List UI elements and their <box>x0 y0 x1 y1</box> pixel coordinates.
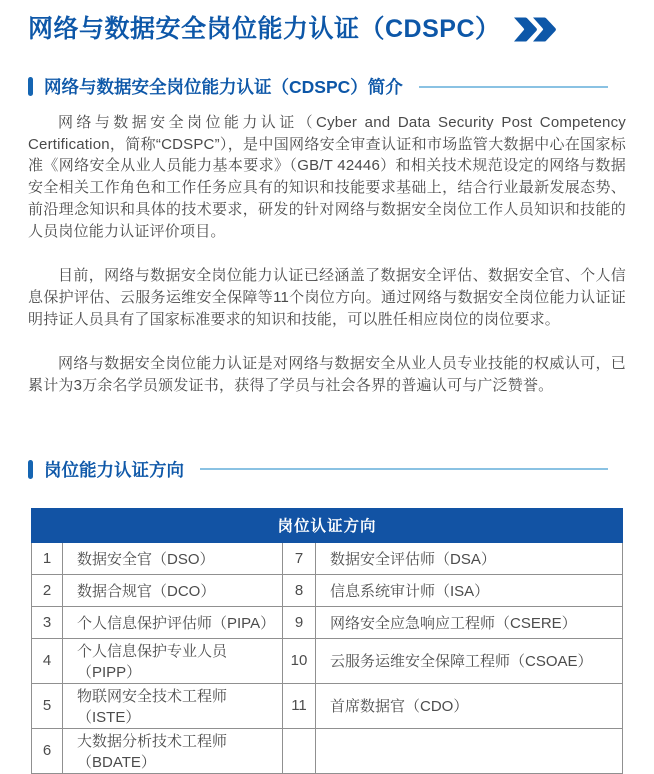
table-row <box>32 638 623 683</box>
intro-paragraph-3: 网络与数据安全岗位能力认证是对网络与数据安全从业人员专业技能的权威认可，已累计为3万余名学员颁发证书，获得了学员与社会各界的普遍认可与广泛赞誉。 <box>28 355 626 395</box>
position-name: 大数据分析技术工程师（BDATE） <box>63 728 283 773</box>
table-header-row <box>32 508 623 542</box>
row-number: 11 <box>283 683 316 728</box>
position-name: 首席数据官（CDO） <box>316 683 623 728</box>
position-name: 信息系统审计师（ISA） <box>316 574 623 606</box>
table-row <box>32 606 623 638</box>
position-name: 数据安全官（DSO） <box>63 542 283 574</box>
row-number: 2 <box>32 574 63 606</box>
row-number: 4 <box>32 638 63 683</box>
row-number: 7 <box>283 542 316 574</box>
position-name: 个人信息保护评估师（PIPA） <box>63 606 283 638</box>
row-number: 5 <box>32 683 63 728</box>
page-title-row <box>28 13 626 45</box>
table-row <box>32 683 623 728</box>
section-heading-directions <box>28 457 626 482</box>
heading-rule <box>419 86 608 88</box>
intro-paragraph-2: 目前，网络与数据安全岗位能力认证已经涵盖了数据安全评估、数据安全官、个人信息保护评估、云服务运维安全保障等11个岗位方向。通过网络与数据安全岗位能力认证证明持证人员具有了国家标准要求的知识和技能，可以胜任相应岗位的岗位要求。 <box>28 267 626 328</box>
row-number: 3 <box>32 606 63 638</box>
position-name: 网络安全应急响应工程师（CSERE） <box>316 606 623 638</box>
table-row <box>32 574 623 606</box>
row-number <box>283 728 316 773</box>
heading-bar-icon <box>28 460 33 479</box>
section-heading-intro <box>28 74 626 99</box>
intro-section <box>28 112 626 397</box>
position-name <box>316 728 623 773</box>
table-row <box>32 728 623 773</box>
table-header: 岗位认证方向 <box>32 508 623 542</box>
positions-table <box>31 508 623 774</box>
page-title: 网络与数据安全岗位能力认证（CDSPC） <box>28 15 501 43</box>
position-name: 数据安全评估师（DSA） <box>316 542 623 574</box>
position-name: 个人信息保护专业人员（PIPP） <box>63 638 283 683</box>
row-number: 9 <box>283 606 316 638</box>
heading-bar-icon <box>28 77 33 96</box>
double-chevron-right-icon <box>513 16 557 43</box>
section-heading-directions-label: 岗位能力认证方向 <box>44 459 184 480</box>
position-name: 数据合规官（DCO） <box>63 574 283 606</box>
heading-rule <box>200 468 608 470</box>
row-number: 10 <box>283 638 316 683</box>
intro-paragraph-1: 网络与数据安全岗位能力认证（Cyber and Data Security Post Competency Certification，简称“CDSPC”），是中国网络安全审查认证和市场监管大数据中心在国家标准《网络安全从业人员能力基本要求》（GB/T 42446）和相关技术规范设定的网络与数据安全相关工作角色和工作任务应具有的知识和技能要求基础上，结合行业最新发展态势、前沿理念知识和具体的技术要求，研发的针对网络与数据安全岗位工作人员知识和技能的人员岗位能力认证评价项目。 <box>28 114 626 240</box>
row-number: 8 <box>283 574 316 606</box>
section-heading-intro-label: 网络与数据安全岗位能力认证（CDSPC）简介 <box>44 77 403 97</box>
position-name: 物联网安全技术工程师（ISTE） <box>63 683 283 728</box>
row-number: 6 <box>32 728 63 773</box>
table-row <box>32 542 623 574</box>
row-number: 1 <box>32 542 63 574</box>
position-name: 云服务运维安全保障工程师（CSOAE） <box>316 638 623 683</box>
